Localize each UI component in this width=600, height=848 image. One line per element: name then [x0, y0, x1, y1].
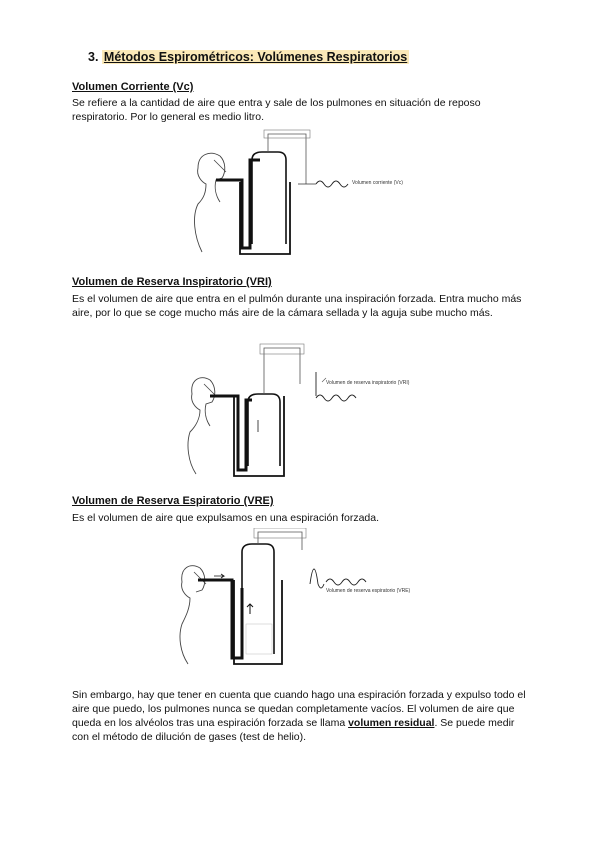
- section-title-text: Métodos Espirométricos: Volúmenes Respiratorios: [103, 50, 408, 64]
- volumen-residual-emphasis: volumen residual: [348, 717, 435, 729]
- section-number: 3.: [88, 50, 99, 64]
- figure-label-vre: Volumen de reserva espiratorio (VRE): [326, 588, 411, 594]
- paragraph-vre: Es el volumen de aire que expulsamos en una espiración forzada.: [72, 512, 380, 524]
- paragraph-volumen-corriente: Se refiere a la cantidad de aire que entra y sale de los pulmones en situación de reposo respiratorio. Por lo general es medio litro.: [72, 97, 481, 123]
- spirometer-figure-vri: [180, 340, 430, 480]
- figure-label-vri: Volumen de reserva inspiratorio (VRI): [326, 380, 410, 386]
- closing-text-after: . Se puede medir con el método de dilución de gases (test de helio).: [72, 717, 515, 743]
- spirometer-figure-vre: [170, 528, 430, 668]
- heading-vre: Volumen de Reserva Espiratorio (VRE): [72, 495, 274, 507]
- section-title: [88, 50, 409, 64]
- heading-volumen-corriente: Volumen Corriente (Vc): [72, 81, 194, 93]
- spirometer-figure-vc: [180, 126, 430, 256]
- paragraph-vri: Es el volumen de aire que entra en el pulmón durante una inspiración forzada. Entra mucho más aire, por lo que se coge mucho más aire de la cámara sellada y la aguja sube mucho más.: [72, 293, 522, 319]
- paragraph-volumen-residual: [72, 688, 532, 744]
- figure-label-vc: Volumen corriente (Vc): [352, 180, 403, 186]
- heading-vri: Volumen de Reserva Inspiratorio (VRI): [72, 276, 272, 288]
- closing-text-before: Sin embargo, hay que tener en cuenta que cuando hago una espiración forzada y expulso todo el aire que puedo, los pulmones nunca se quedan completamente vacíos. El volumen de aire que queda en los alvéolos tras una espiración forzada se llama: [72, 689, 526, 729]
